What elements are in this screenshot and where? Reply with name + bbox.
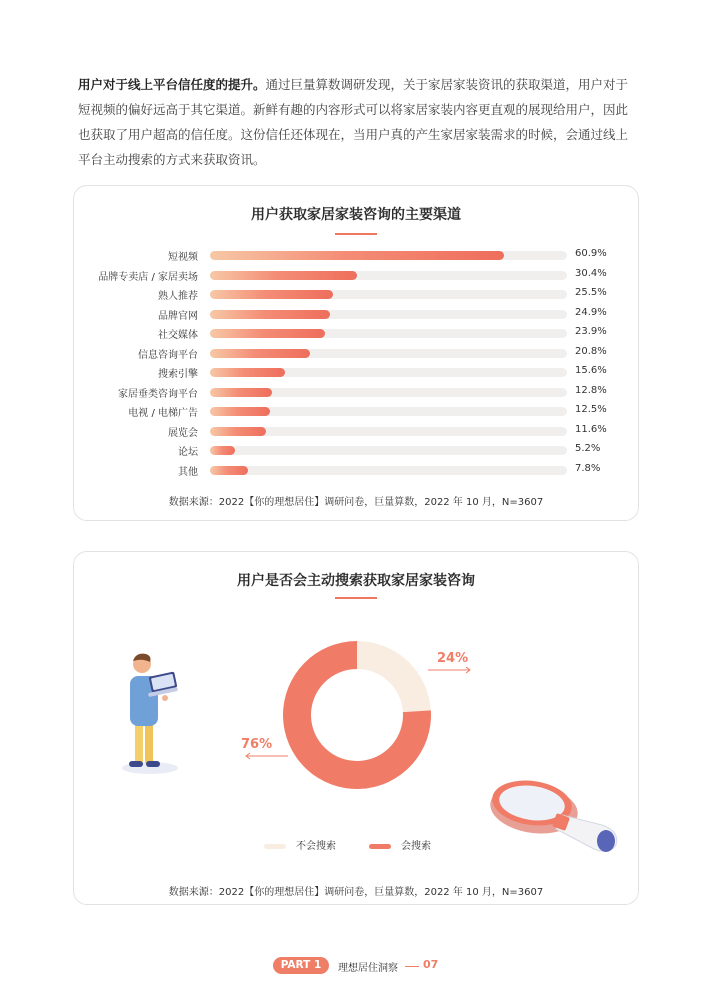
- bar-track: [210, 329, 567, 338]
- magnifier-illustration: [474, 757, 624, 867]
- bar: [210, 388, 272, 397]
- bar-category-label: 品牌官网: [158, 310, 198, 322]
- bar-category-label: 品牌专卖店 / 家居卖场: [98, 271, 198, 283]
- bar: [210, 271, 357, 280]
- bar-row: [74, 325, 638, 341]
- channels-chart-title: 用户获取家居家装咨询的主要渠道: [251, 207, 461, 223]
- bar: [210, 407, 270, 416]
- bar-category-label: 搜索引擎: [158, 369, 198, 380]
- bar-value-label: 25.5%: [575, 287, 607, 298]
- person-with-laptop-illustration: [112, 648, 192, 778]
- part-badge: PART 1: [273, 957, 329, 974]
- legend-swatch-search: [369, 844, 391, 849]
- search-chart-title: 用户是否会主动搜索获取家居家装咨询: [237, 573, 475, 589]
- bar-value-label: 12.8%: [575, 384, 607, 396]
- label-pointer-search: [240, 752, 290, 760]
- bar-track: [210, 251, 567, 260]
- label-not-search-percent: 24%: [437, 651, 469, 666]
- bar-row: [74, 364, 638, 380]
- intro-bold: 用户对于线上平台信任度的提升。: [78, 77, 266, 92]
- footer-divider: [405, 966, 419, 967]
- title-underline: [335, 597, 377, 599]
- bar-track: [210, 368, 567, 377]
- search-chart-source: 数据来源：2022【你的理想居住】调研问卷，巨量算数，2022 年 10 月，N=3607: [168, 887, 544, 898]
- bar-track: [210, 466, 567, 475]
- bar-track: [210, 407, 567, 416]
- bar-value-label: 7.8%: [575, 462, 601, 474]
- bar-category-label: 社交媒体: [158, 330, 198, 341]
- bar-track: [210, 446, 567, 455]
- bar-row: [74, 247, 638, 263]
- legend-swatch-not-search: [264, 844, 286, 849]
- channels-chart-source: 数据来源：2022【你的理想居住】调研问卷，巨量算数，2022 年 10 月，N=3607: [168, 497, 544, 508]
- bar-row: [74, 286, 638, 302]
- bar-value-label: 20.8%: [575, 345, 607, 357]
- bar-category-label: 家居垂类咨询平台: [118, 388, 198, 400]
- label-pointer-not-search: [428, 666, 478, 674]
- bar-value-label: 30.4%: [575, 267, 607, 279]
- bar-row: [74, 306, 638, 322]
- bar-category-label: 其他: [178, 466, 198, 478]
- legend-label-not-search: 不会搜索: [296, 841, 336, 852]
- donut-slice: [357, 641, 431, 712]
- bar-track: [210, 310, 567, 319]
- bar-category-label: 短视频: [168, 252, 198, 263]
- bar-row: [74, 462, 638, 478]
- bar-track: [210, 388, 567, 397]
- bar-category-label: 熟人推荐: [158, 291, 198, 302]
- page-number: 07: [423, 958, 439, 971]
- intro-text: 通过巨量算数调研发现，关于家居家装资讯的获取渠道，用户对于短视频的偏好远高于其它渠道。新鲜有趣的内容形式可以将家居家装内容更直观的展现给用户，因此也获取了用户超高的信任度。这份信任还体现在，当用户真的产生家居家装需求的时候，会通过线上平台主动搜索的方式来获取资讯。: [78, 77, 629, 167]
- bar: [210, 290, 333, 299]
- bar-row: [74, 442, 638, 458]
- bar-value-label: 15.6%: [575, 365, 607, 376]
- bar-value-label: 5.2%: [575, 443, 601, 454]
- bar-value-label: 23.9%: [575, 326, 607, 337]
- bar-category-label: 信息咨询平台: [138, 349, 198, 361]
- bar: [210, 368, 285, 377]
- bar-category-label: 电视 / 电梯广告: [128, 408, 198, 419]
- bar: [210, 310, 330, 319]
- bar-category-label: 展览会: [168, 427, 198, 439]
- search-donut-chart: [282, 640, 432, 790]
- bar-row: [74, 403, 638, 419]
- bar-row: [74, 267, 638, 283]
- label-search-percent: 76%: [241, 737, 273, 752]
- bar-row: [74, 345, 638, 361]
- channels-chart-card: [73, 185, 639, 521]
- bar: [210, 251, 504, 260]
- bar: [210, 466, 248, 475]
- legend-label-search: 会搜索: [401, 841, 431, 852]
- bar-value-label: 24.9%: [575, 306, 607, 318]
- title-underline: [335, 233, 377, 235]
- bar-value-label: 11.6%: [575, 423, 607, 435]
- bar-row: [74, 423, 638, 439]
- bar-track: [210, 290, 567, 299]
- search-chart-card: [73, 551, 639, 905]
- legend-not-search: [264, 837, 336, 852]
- legend-search: [369, 837, 431, 852]
- bar-row: [74, 384, 638, 400]
- bar: [210, 329, 325, 338]
- bar-track: [210, 349, 567, 358]
- bar-value-label: 60.9%: [575, 248, 607, 259]
- bar-track: [210, 271, 567, 280]
- bar-track: [210, 427, 567, 436]
- bar: [210, 427, 266, 436]
- bar-value-label: 12.5%: [575, 404, 607, 415]
- bar: [210, 349, 310, 358]
- bar-category-label: 论坛: [178, 447, 198, 458]
- footer-section-title: 理想居住洞察: [338, 963, 398, 974]
- page-footer: [0, 957, 710, 975]
- bar: [210, 446, 235, 455]
- intro-paragraph: [78, 72, 640, 172]
